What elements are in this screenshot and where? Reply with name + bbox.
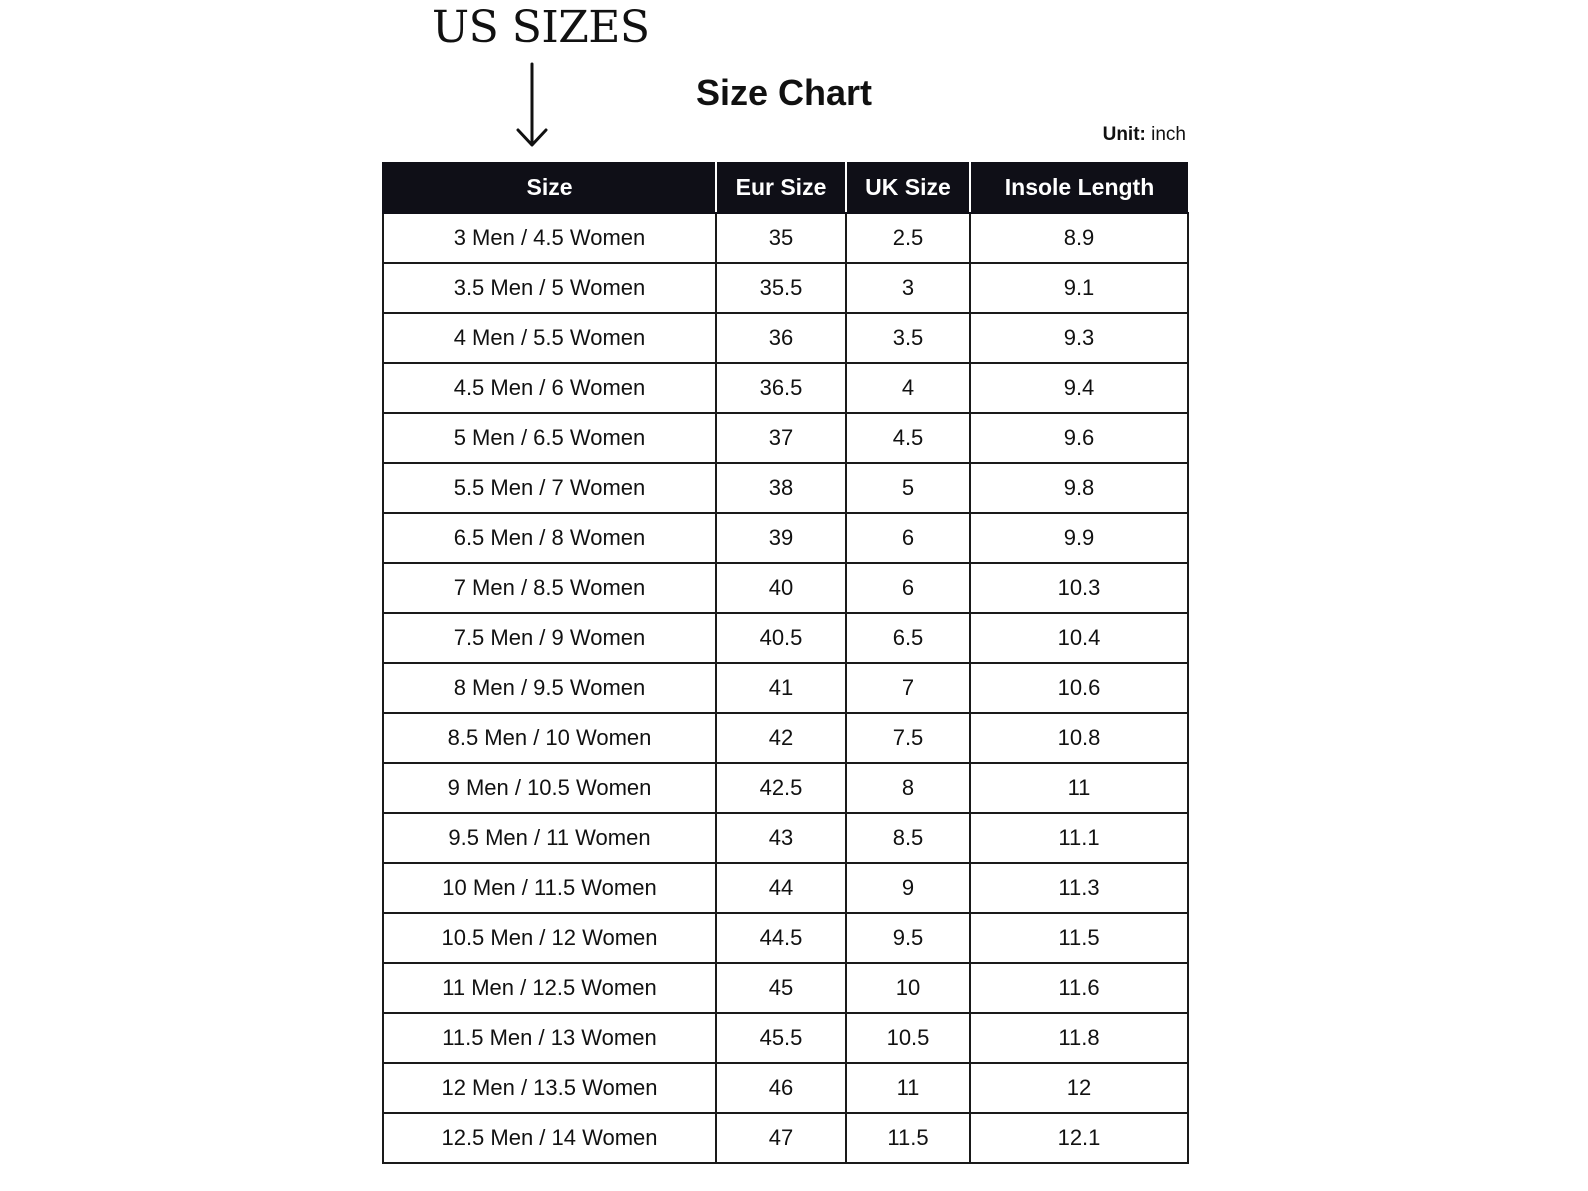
size-cell: 9.5 Men / 11 Women xyxy=(383,813,716,863)
uk-size-cell: 2.5 xyxy=(846,213,970,263)
eur-size-cell: 40 xyxy=(716,563,846,613)
uk-size-cell: 4 xyxy=(846,363,970,413)
table-row xyxy=(383,263,1188,313)
insole-length-cell: 12.1 xyxy=(970,1113,1188,1163)
unit-note xyxy=(1103,124,1186,146)
size-cell: 9 Men / 10.5 Women xyxy=(383,763,716,813)
eur-size-cell: 43 xyxy=(716,813,846,863)
unit-value: inch xyxy=(1145,124,1186,145)
column-header-size: Size xyxy=(383,162,716,213)
insole-length-cell: 10.8 xyxy=(970,713,1188,763)
insole-length-cell: 9.8 xyxy=(970,463,1188,513)
insole-length-cell: 11.6 xyxy=(970,963,1188,1013)
eur-size-cell: 42.5 xyxy=(716,763,846,813)
arrow-down-icon xyxy=(514,62,550,150)
chart-title: Size Chart xyxy=(696,72,873,113)
size-cell: 5 Men / 6.5 Women xyxy=(383,413,716,463)
eur-size-cell: 38 xyxy=(716,463,846,513)
uk-size-cell: 10 xyxy=(846,963,970,1013)
uk-size-cell: 11.5 xyxy=(846,1113,970,1163)
uk-size-cell: 11 xyxy=(846,1063,970,1113)
size-cell: 11.5 Men / 13 Women xyxy=(383,1013,716,1063)
insole-length-cell: 9.9 xyxy=(970,513,1188,563)
uk-size-cell: 6.5 xyxy=(846,613,970,663)
eur-size-cell: 37 xyxy=(716,413,846,463)
eur-size-cell: 42 xyxy=(716,713,846,763)
insole-length-cell: 9.1 xyxy=(970,263,1188,313)
table-row xyxy=(383,413,1188,463)
uk-size-cell: 9.5 xyxy=(846,913,970,963)
table-header xyxy=(383,162,1188,213)
table-row xyxy=(383,913,1188,963)
column-header-insole-length: Insole Length xyxy=(970,162,1188,213)
insole-length-cell: 9.4 xyxy=(970,363,1188,413)
insole-length-cell: 12 xyxy=(970,1063,1188,1113)
size-cell: 4.5 Men / 6 Women xyxy=(383,363,716,413)
uk-size-cell: 3.5 xyxy=(846,313,970,363)
uk-size-cell: 5 xyxy=(846,463,970,513)
insole-length-cell: 8.9 xyxy=(970,213,1188,263)
size-cell: 8 Men / 9.5 Women xyxy=(383,663,716,713)
eur-size-cell: 44.5 xyxy=(716,913,846,963)
uk-size-cell: 6 xyxy=(846,513,970,563)
insole-length-cell: 9.6 xyxy=(970,413,1188,463)
uk-size-cell: 6 xyxy=(846,563,970,613)
table-row xyxy=(383,513,1188,563)
table-body xyxy=(383,213,1188,1163)
insole-length-cell: 11.8 xyxy=(970,1013,1188,1063)
column-header-uk-size: UK Size xyxy=(846,162,970,213)
eur-size-cell: 40.5 xyxy=(716,613,846,663)
uk-size-cell: 9 xyxy=(846,863,970,913)
size-cell: 7 Men / 8.5 Women xyxy=(383,563,716,613)
uk-size-cell: 8.5 xyxy=(846,813,970,863)
size-cell: 3 Men / 4.5 Women xyxy=(383,213,716,263)
us-sizes-label: US SIZES xyxy=(432,2,650,53)
uk-size-cell: 10.5 xyxy=(846,1013,970,1063)
size-cell: 11 Men / 12.5 Women xyxy=(383,963,716,1013)
size-cell: 8.5 Men / 10 Women xyxy=(383,713,716,763)
uk-size-cell: 4.5 xyxy=(846,413,970,463)
eur-size-cell: 36.5 xyxy=(716,363,846,413)
uk-size-cell: 3 xyxy=(846,263,970,313)
size-cell: 10 Men / 11.5 Women xyxy=(383,863,716,913)
table-row xyxy=(383,363,1188,413)
eur-size-cell: 46 xyxy=(716,1063,846,1113)
size-table xyxy=(382,162,1189,1164)
table-row xyxy=(383,613,1188,663)
table-row xyxy=(383,1113,1188,1163)
size-cell: 3.5 Men / 5 Women xyxy=(383,263,716,313)
size-cell: 12.5 Men / 14 Women xyxy=(383,1113,716,1163)
insole-length-cell: 11.5 xyxy=(970,913,1188,963)
insole-length-cell: 10.6 xyxy=(970,663,1188,713)
header-row xyxy=(383,162,1188,213)
insole-length-cell: 9.3 xyxy=(970,313,1188,363)
size-cell: 6.5 Men / 8 Women xyxy=(383,513,716,563)
table-row xyxy=(383,963,1188,1013)
eur-size-cell: 35.5 xyxy=(716,263,846,313)
table-row xyxy=(383,463,1188,513)
size-cell: 10.5 Men / 12 Women xyxy=(383,913,716,963)
table-row xyxy=(383,863,1188,913)
insole-length-cell: 11.1 xyxy=(970,813,1188,863)
uk-size-cell: 8 xyxy=(846,763,970,813)
size-cell: 7.5 Men / 9 Women xyxy=(383,613,716,663)
table-row xyxy=(383,213,1188,263)
insole-length-cell: 10.3 xyxy=(970,563,1188,613)
eur-size-cell: 45 xyxy=(716,963,846,1013)
table-row xyxy=(383,713,1188,763)
insole-length-cell: 10.4 xyxy=(970,613,1188,663)
table-row xyxy=(383,563,1188,613)
unit-label: Unit: xyxy=(1102,124,1146,145)
table-row xyxy=(383,763,1188,813)
eur-size-cell: 39 xyxy=(716,513,846,563)
size-cell: 5.5 Men / 7 Women xyxy=(383,463,716,513)
table-row xyxy=(383,1063,1188,1113)
table-row xyxy=(383,1013,1188,1063)
eur-size-cell: 36 xyxy=(716,313,846,363)
size-cell: 12 Men / 13.5 Women xyxy=(383,1063,716,1113)
eur-size-cell: 41 xyxy=(716,663,846,713)
eur-size-cell: 47 xyxy=(716,1113,846,1163)
eur-size-cell: 45.5 xyxy=(716,1013,846,1063)
uk-size-cell: 7 xyxy=(846,663,970,713)
table-row xyxy=(383,663,1188,713)
table-row xyxy=(383,313,1188,363)
uk-size-cell: 7.5 xyxy=(846,713,970,763)
size-cell: 4 Men / 5.5 Women xyxy=(383,313,716,363)
eur-size-cell: 35 xyxy=(716,213,846,263)
insole-length-cell: 11 xyxy=(970,763,1188,813)
column-header-eur-size: Eur Size xyxy=(716,162,846,213)
table-row xyxy=(383,813,1188,863)
eur-size-cell: 44 xyxy=(716,863,846,913)
insole-length-cell: 11.3 xyxy=(970,863,1188,913)
